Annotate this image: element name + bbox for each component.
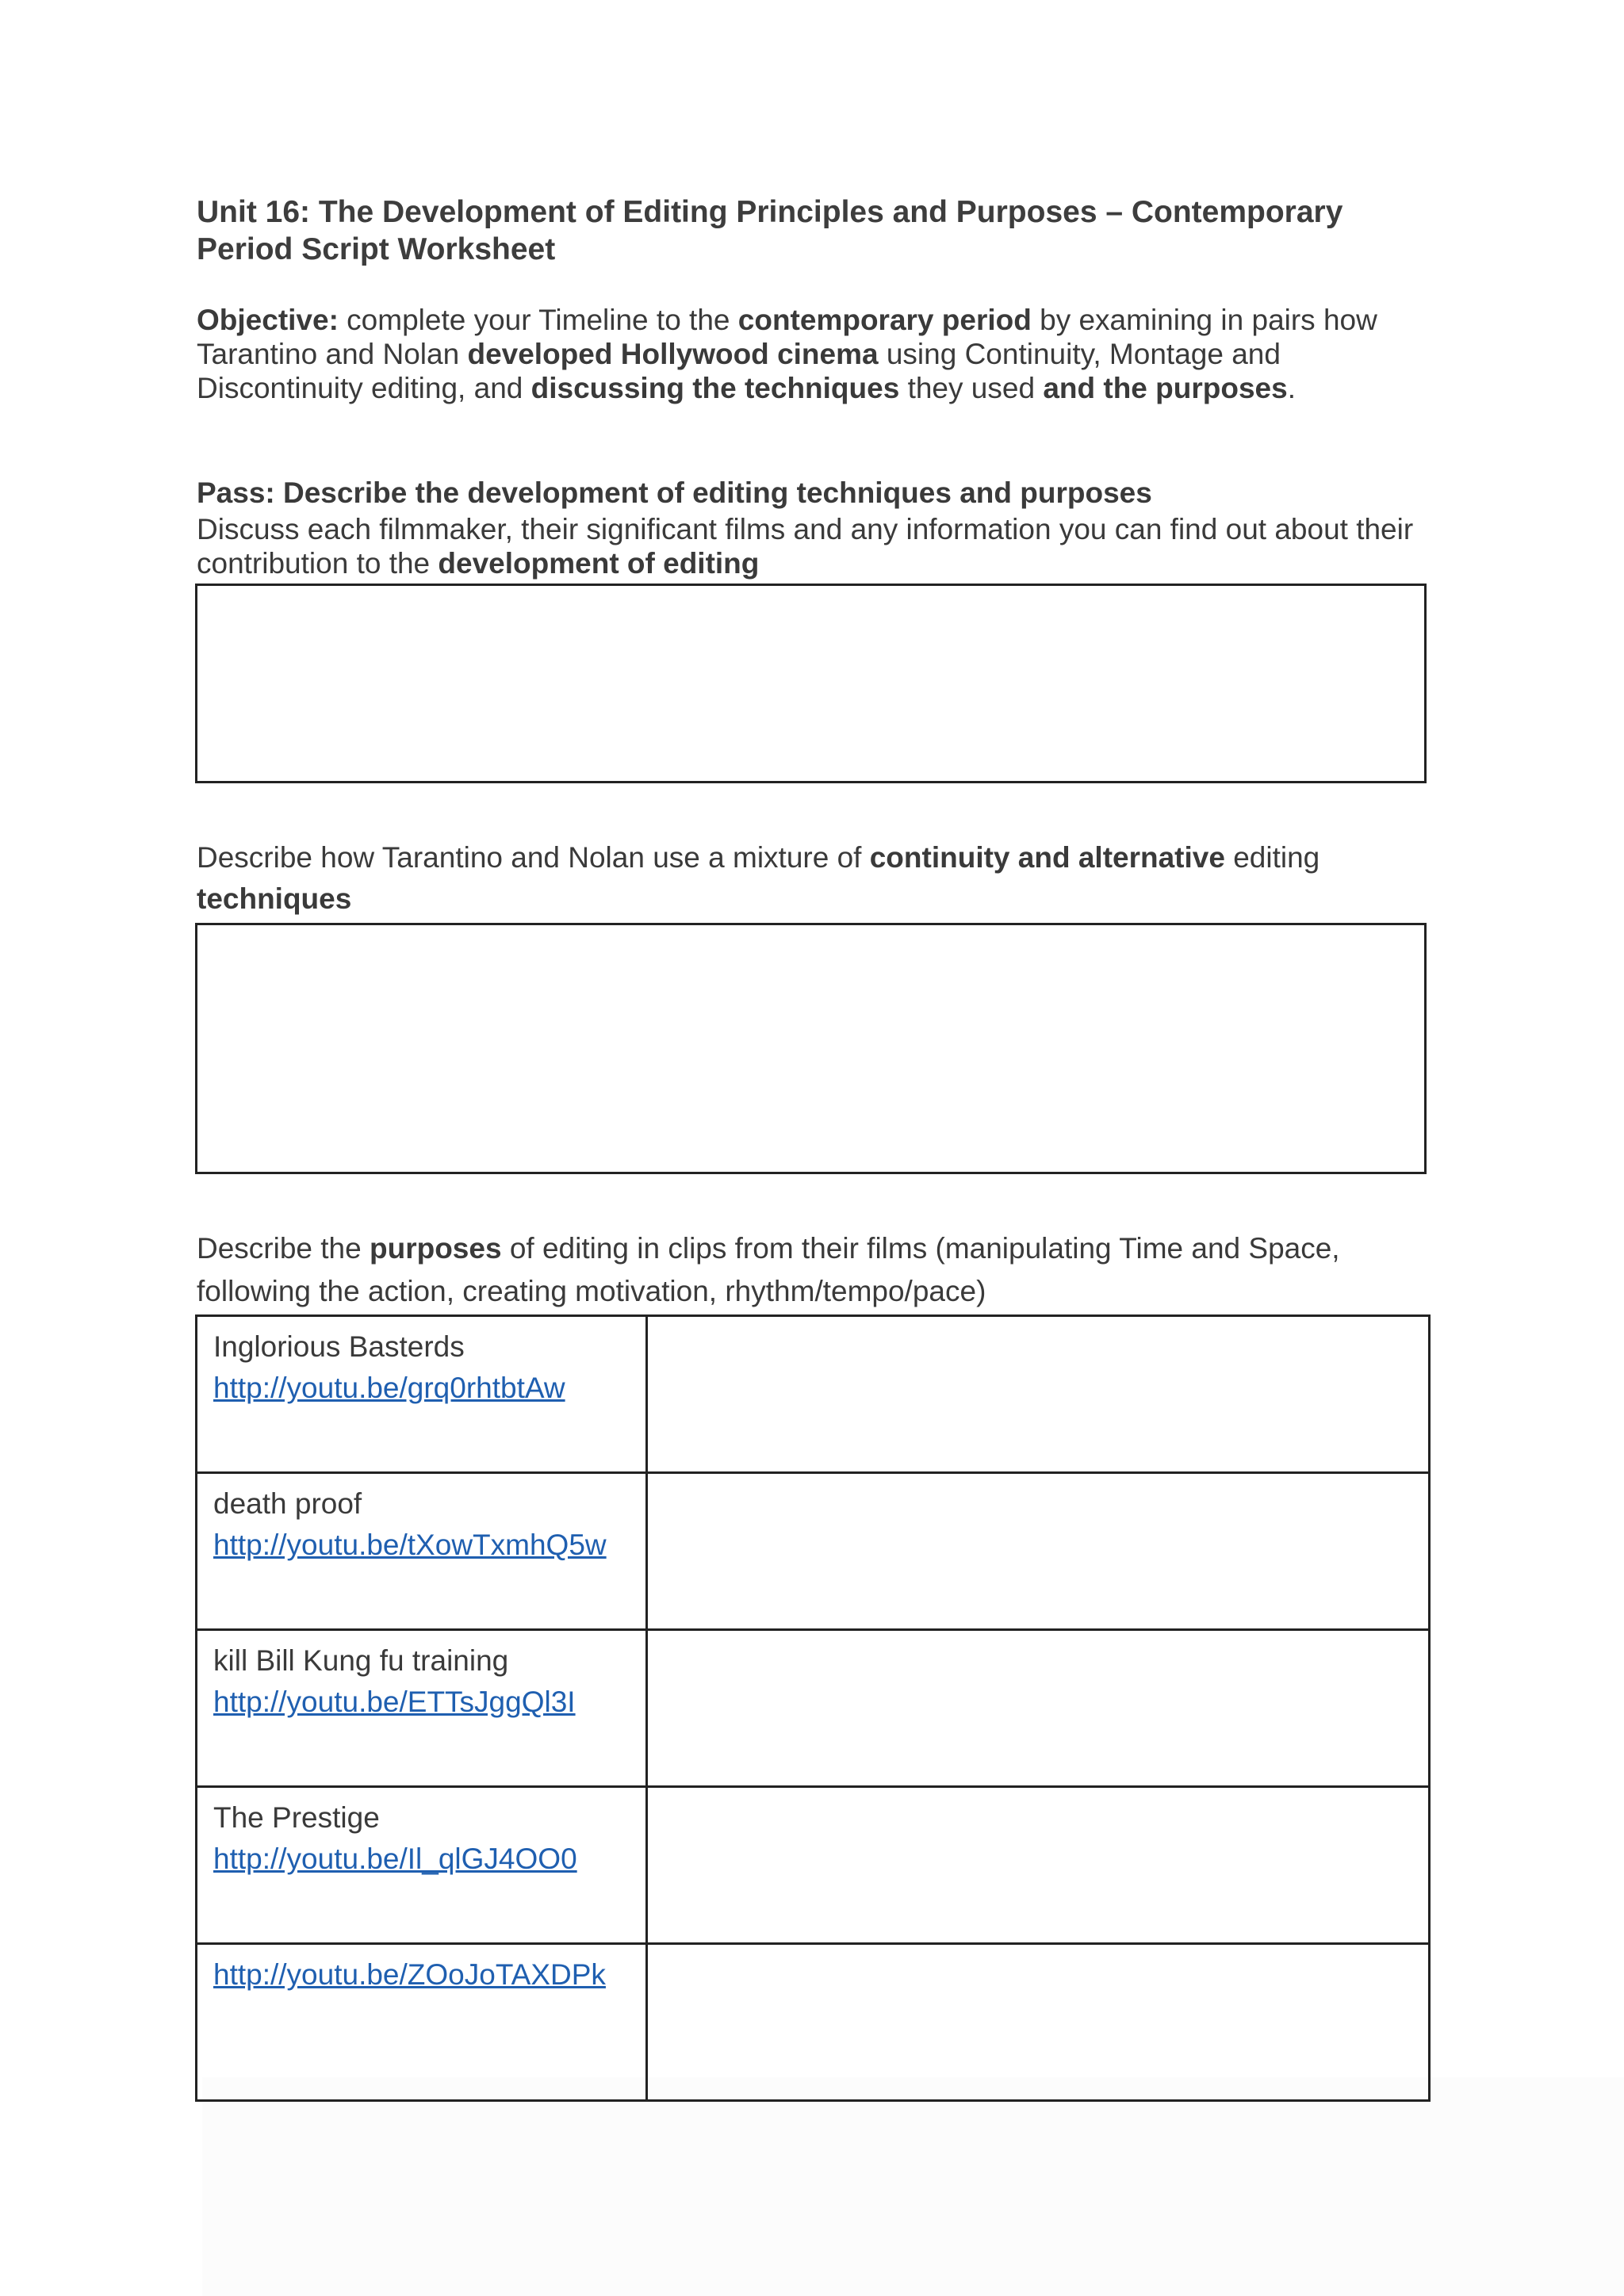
objective-emphasis: developed Hollywood cinema xyxy=(467,338,879,370)
objective-emphasis: and the purposes xyxy=(1043,372,1288,404)
clips-table xyxy=(195,1314,1431,2102)
table-row xyxy=(197,1473,1430,1630)
clip-title: death proof xyxy=(213,1487,362,1520)
clip-cell xyxy=(197,1944,647,2101)
clip-link[interactable]: http://youtu.be/ZOoJoTAXDPk xyxy=(213,1958,606,1991)
clip-title: Inglorious Basterds xyxy=(213,1330,465,1363)
pass-description xyxy=(197,512,1442,580)
clip-answer-cell[interactable] xyxy=(647,1787,1430,1944)
objective-text: by examining in pairs how Tarantino and Nolan xyxy=(197,304,1377,370)
clip-link[interactable]: http://youtu.be/ETTsJggQl3I xyxy=(213,1686,576,1718)
techniques-question xyxy=(197,837,1442,920)
question-text: Describe the xyxy=(197,1232,370,1265)
objective-emphasis: contemporary period xyxy=(737,304,1032,336)
table-row xyxy=(197,1316,1430,1473)
objective-emphasis: discussing the techniques xyxy=(530,372,900,404)
objective-text: . xyxy=(1287,372,1296,404)
question-text: Describe how Tarantino and Nolan use a mixture of xyxy=(197,841,870,874)
pass-heading: Pass: Describe the development of editing techniques and purposes xyxy=(197,476,1152,509)
question-emphasis: purposes xyxy=(370,1232,502,1265)
objective-label: Objective: xyxy=(197,304,339,336)
question-text: editing xyxy=(1224,841,1320,874)
techniques-answer-box[interactable] xyxy=(195,923,1427,1174)
table-row xyxy=(197,1630,1430,1787)
objective-paragraph xyxy=(197,303,1442,405)
clip-cell xyxy=(197,1473,647,1630)
clip-answer-cell[interactable] xyxy=(647,1944,1430,2101)
clip-cell xyxy=(197,1630,647,1787)
pass-description-text: Discuss each filmmaker, their significant films and any information you can find out about their contribution to the xyxy=(197,513,1414,580)
objective-text: using Continuity, Montage and Discontinuity editing, and xyxy=(197,338,1281,404)
purposes-question xyxy=(197,1227,1442,1313)
question-emphasis: continuity and alternative xyxy=(869,841,1225,874)
clip-link[interactable]: http://youtu.be/Il_qlGJ4OO0 xyxy=(213,1843,577,1875)
table-row xyxy=(197,1787,1430,1944)
question-emphasis: techniques xyxy=(197,882,352,915)
clip-cell xyxy=(197,1787,647,1944)
table-row xyxy=(197,1944,1430,2101)
page-shadow xyxy=(202,2077,1624,2296)
question-text: of editing in clips from their films (manipulating Time and Space, following the action, creating motivation, rhythm/tempo/pace) xyxy=(197,1232,1340,1307)
clip-link[interactable]: http://youtu.be/grq0rhtbtAw xyxy=(213,1372,565,1404)
clip-answer-cell[interactable] xyxy=(647,1473,1430,1630)
clip-link[interactable]: http://youtu.be/tXowTxmhQ5w xyxy=(213,1529,607,1561)
clip-answer-cell[interactable] xyxy=(647,1316,1430,1473)
development-answer-box[interactable] xyxy=(195,584,1427,783)
objective-text: they used xyxy=(899,372,1044,404)
worksheet-title: Unit 16: The Development of Editing Principles and Purposes – Contemporary Period Script Worksheet xyxy=(197,195,1343,266)
objective-text: complete your Timeline to the xyxy=(338,304,738,336)
clip-cell xyxy=(197,1316,647,1473)
pass-description-emphasis: development of editing xyxy=(438,547,760,580)
clip-answer-cell[interactable] xyxy=(647,1630,1430,1787)
clip-title: kill Bill Kung fu training xyxy=(213,1644,509,1677)
clip-title: The Prestige xyxy=(213,1801,380,1834)
